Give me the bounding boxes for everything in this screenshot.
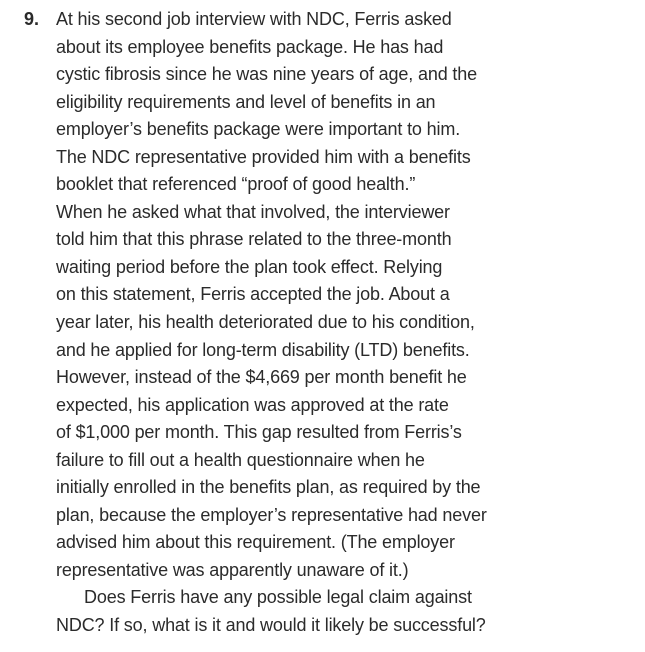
problem-line: year later, his health deteriorated due to his condition, — [56, 312, 475, 333]
question-line: Does Ferris have any possible legal claim against — [84, 587, 472, 608]
problem-line: When he asked what that involved, the interviewer — [56, 201, 450, 222]
problem-line: plan, because the employer’s representative had never — [56, 504, 487, 525]
problem-line: However, instead of the $4,669 per month benefit he — [56, 367, 467, 388]
problem-line: At his second job interview with NDC, Ferris asked — [56, 9, 452, 29]
question-line: NDC? If so, what is it and would it likely be successful? — [56, 615, 486, 636]
problem-number: 9. — [24, 9, 40, 29]
problem-line: and he applied for long-term disability (LTD) benefits. — [56, 339, 470, 360]
problem-text — [56, 6, 641, 640]
problem-line: employer’s benefits package were important to him. — [56, 119, 461, 140]
problem-line: advised him about this requirement. (The employer — [56, 532, 455, 553]
problem-line: cystic fibrosis since he was nine years of age, and the — [56, 64, 477, 85]
problem-line: expected, his application was approved at the rate — [56, 394, 449, 415]
problem-line: failure to fill out a health questionnaire when he — [56, 449, 425, 470]
problem-line: about its employee benefits package. He has had — [56, 36, 444, 57]
problem-line: representative was apparently unaware of it.) — [56, 559, 409, 580]
problem-line: waiting period before the plan took effect. Relying — [56, 256, 443, 277]
problem-line: told him that this phrase related to the three-month — [56, 229, 452, 250]
problem-line: initially enrolled in the benefits plan, as required by the — [56, 477, 481, 498]
problem-line: eligibility requirements and level of benefits in an — [56, 91, 436, 112]
problem-line: The NDC representative provided him with a benefits — [56, 146, 471, 167]
problem-line: booklet that referenced “proof of good health.” — [56, 174, 416, 195]
problem-line: on this statement, Ferris accepted the job. About a — [56, 284, 450, 305]
problem-line: of $1,000 per month. This gap resulted from Ferris’s — [56, 422, 462, 443]
